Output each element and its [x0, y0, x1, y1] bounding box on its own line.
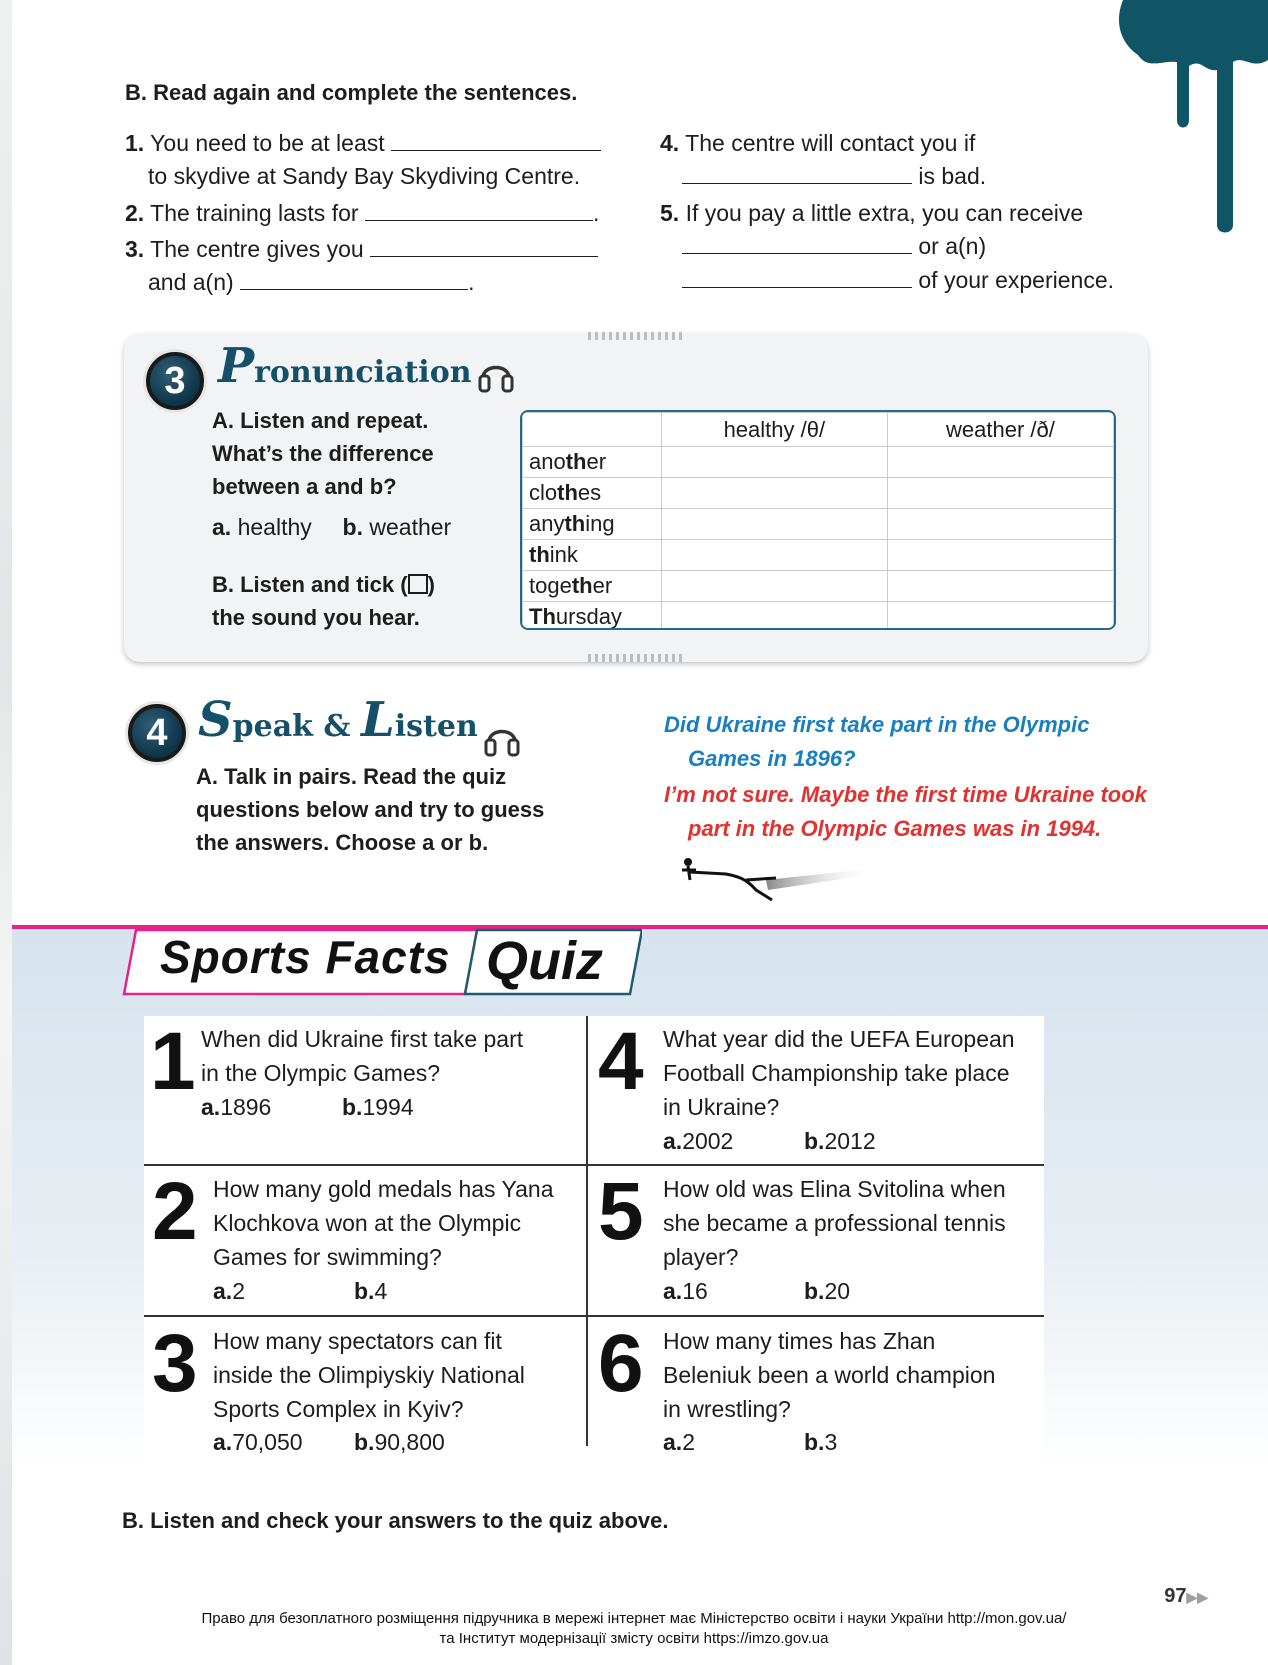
part-b-tick-line-2: the sound you hear. — [212, 605, 420, 630]
part-b-tick-close: ) — [427, 572, 435, 597]
answer-label: b. — [804, 1278, 825, 1304]
quiz-answer-2a[interactable] — [213, 1274, 245, 1308]
answer-label: a. — [201, 1094, 221, 1120]
quiz-number-5: 5 — [598, 1166, 644, 1257]
question-line: she became a professional tennis — [663, 1210, 1006, 1236]
example-b-label: b. — [342, 514, 363, 540]
question-line: in Ukraine? — [663, 1094, 780, 1120]
word-sound: th — [557, 480, 578, 505]
pronunciation-part-a — [212, 404, 434, 503]
answer-value: 20 — [824, 1278, 851, 1304]
table-header-row — [523, 413, 1114, 447]
pronunciation-title-cap: P — [218, 338, 255, 394]
quiz-question-3 — [213, 1324, 525, 1426]
sentence-1-blank[interactable] — [391, 129, 601, 151]
sentence-1-text: You need to be at least — [150, 130, 385, 156]
question-line: Beleniuk been a world champion — [663, 1362, 996, 1388]
quiz-answer-4b[interactable] — [804, 1124, 876, 1158]
pronunciation-title — [218, 338, 472, 394]
sentence-2-end: . — [592, 200, 600, 226]
word-cell — [523, 571, 662, 602]
answer-label: a. — [213, 1278, 233, 1304]
answer-label: b. — [342, 1094, 363, 1120]
table-header-healthy: healthy /θ/ — [661, 413, 887, 447]
sentence-1-number: 1. — [125, 130, 145, 156]
quiz-question-6 — [663, 1324, 995, 1426]
answer-label: a. — [213, 1429, 233, 1455]
footer-line-1: Право для безоплатного розміщення підручника в мережі інтернет має Міністерство освіти і науки України http://mon.gov.ua/ — [201, 1610, 1067, 1627]
dialogue-question-line-1: Did Ukraine first take part in the Olympic — [664, 712, 1090, 737]
answer-value: 1896 — [220, 1094, 272, 1120]
table-row — [523, 571, 1114, 602]
pronunciation-title-rest: ronunciation — [254, 355, 472, 390]
sentence-3 — [125, 233, 598, 266]
speak-listen-title — [198, 692, 478, 748]
quiz-title-part-1: Sports Facts — [160, 931, 451, 983]
word-cell — [523, 447, 662, 478]
quiz-row-divider-1 — [144, 1164, 1044, 1166]
word-part: ing — [585, 511, 615, 536]
tick-cell-weather[interactable] — [887, 602, 1113, 631]
answer-label: b. — [354, 1278, 375, 1304]
table-row — [523, 447, 1114, 478]
sentence-5-blank-2[interactable] — [682, 266, 912, 288]
question-line: Football Championship take place — [663, 1060, 1010, 1086]
sentence-2-text: The training lasts for — [150, 200, 359, 226]
tick-cell-weather[interactable] — [887, 571, 1113, 602]
sentence-5-text: If you pay a little extra, you can receive — [685, 200, 1084, 226]
quiz-question-1 — [201, 1022, 523, 1090]
dialogue-question-line-2: Games in 1896? — [688, 746, 856, 771]
speak-a-line-1: A. Talk in pairs. Read the quiz — [196, 764, 507, 789]
footer-line-2: та Інститут модернізації змісту освіти https://imzo.gov.ua — [439, 1630, 829, 1647]
speak-title-rest: peak — [232, 709, 313, 744]
question-line: player? — [663, 1244, 739, 1270]
quiz-question-2 — [213, 1172, 554, 1274]
paint-splash-decoration — [1093, 0, 1268, 240]
sentence-3-text: The centre gives you — [150, 236, 364, 262]
zip-decoration-top — [588, 332, 684, 340]
quiz-answer-6a[interactable] — [663, 1425, 695, 1459]
sentence-5-text-2: or a(n) — [918, 233, 987, 259]
tick-cell-weather[interactable] — [887, 540, 1113, 571]
answer-value: 16 — [682, 1278, 708, 1304]
sentence-3-text-2: and a(n) — [148, 269, 234, 295]
example-a-label: a. — [212, 514, 232, 540]
question-line: How many gold medals has Yana — [213, 1176, 554, 1202]
word-sound: Th — [529, 604, 556, 629]
quiz-number-6: 6 — [598, 1318, 644, 1409]
question-line: How many spectators can fit — [213, 1328, 502, 1354]
question-line: What year did the UEFA European — [663, 1026, 1015, 1052]
zip-decoration-bottom — [588, 654, 684, 662]
tick-cell-weather[interactable] — [887, 447, 1113, 478]
part-a-line-2: What’s the difference — [212, 441, 434, 466]
listen-title-rest: isten — [394, 709, 478, 744]
speak-listen-ampersand: & — [323, 709, 351, 744]
table-row — [523, 478, 1114, 509]
headphones-icon[interactable] — [484, 720, 520, 758]
answer-label: a. — [663, 1128, 683, 1154]
answer-value: 90,800 — [374, 1429, 445, 1455]
answer-value: 3 — [824, 1429, 838, 1455]
table-header-empty — [523, 413, 662, 447]
word-part: er — [586, 449, 607, 474]
answer-value: 4 — [374, 1278, 388, 1304]
word-part: ano — [529, 449, 566, 474]
tick-cell-healthy[interactable] — [661, 478, 887, 509]
sentence-3-blank-1[interactable] — [370, 235, 598, 257]
word-part: any — [529, 511, 565, 536]
sentence-2-number: 2. — [125, 200, 145, 226]
quiz-question-5 — [663, 1172, 1006, 1274]
tick-cell-healthy[interactable] — [661, 447, 887, 478]
answer-label: b. — [804, 1128, 825, 1154]
quiz-number-4: 4 — [598, 1016, 644, 1107]
quiz-title-part-2: Quiz — [486, 931, 603, 991]
speak-a-line-2: questions below and try to guess — [196, 797, 545, 822]
quiz-row-divider-2 — [144, 1315, 1044, 1317]
word-sound: th — [571, 573, 593, 598]
sentence-4-continued — [682, 160, 986, 193]
quiz-answer-4a[interactable] — [663, 1124, 733, 1158]
sentence-3-end: . — [468, 269, 475, 295]
quiz-answer-2b[interactable] — [354, 1274, 387, 1308]
word-part: ursday — [555, 604, 622, 629]
tick-cell-weather[interactable] — [887, 509, 1113, 540]
tick-cell-healthy[interactable] — [661, 571, 887, 602]
tick-cell-healthy[interactable] — [661, 540, 887, 571]
word-cell — [523, 478, 662, 509]
quiz-answer-1a[interactable] — [201, 1090, 271, 1124]
quiz-answer-3a[interactable] — [213, 1425, 303, 1459]
sentence-1 — [125, 127, 601, 160]
sentence-1-continued: to skydive at Sandy Bay Skydiving Centre. — [148, 163, 581, 189]
page-number-value: 97 — [1164, 1585, 1187, 1607]
tick-cell-healthy[interactable] — [661, 509, 887, 540]
forward-arrow-icon: ▶▶ — [1186, 1589, 1208, 1605]
sentence-3-blank-2[interactable] — [240, 268, 468, 290]
quiz-question-4 — [663, 1022, 1015, 1124]
quiz-answer-3b[interactable] — [354, 1425, 445, 1459]
question-line: inside the Olimpiyskiy National — [213, 1362, 525, 1388]
word-part: clo — [529, 480, 558, 505]
table-header-weather: weather /ð/ — [887, 413, 1113, 447]
tick-cell-healthy[interactable] — [661, 602, 887, 631]
pronunciation-table — [520, 410, 1116, 630]
speak-a-line-3: the answers. Choose a or b. — [196, 830, 489, 855]
table-row — [523, 540, 1114, 571]
question-line: How many times has Zhan — [663, 1328, 936, 1354]
quiz-number-2: 2 — [152, 1166, 198, 1257]
sentence-2 — [125, 197, 599, 230]
quiz-answer-1b[interactable] — [342, 1090, 414, 1124]
answer-value: 70,050 — [232, 1429, 303, 1455]
part-a-line-1: A. Listen and repeat. — [212, 408, 429, 433]
word-cell — [523, 540, 662, 571]
sentence-5-text-3: of your experience. — [918, 267, 1115, 293]
pronunciation-part-b — [212, 568, 435, 634]
question-line: How old was Elina Svitolina when — [663, 1176, 1006, 1202]
headphones-icon[interactable] — [478, 356, 514, 394]
sentence-4-text-2: is bad. — [918, 163, 987, 189]
word-cell — [523, 509, 662, 540]
answer-value: 1994 — [362, 1094, 414, 1120]
word-part: ink — [549, 542, 578, 567]
question-line: When did Ukraine first take part — [201, 1026, 524, 1052]
sentence-4-blank[interactable] — [682, 162, 912, 184]
question-line: Games for swimming? — [213, 1244, 442, 1270]
part-b-tick-line-1 — [212, 568, 435, 601]
example-b-word: weather — [369, 514, 452, 540]
dialogue-reply-line-1: I’m not sure. Maybe the first time Ukraine took — [664, 782, 1147, 807]
answer-value: 2 — [682, 1429, 695, 1455]
word-sound: th — [564, 511, 586, 536]
sentence-2-blank[interactable] — [365, 199, 593, 221]
answer-value: 2 — [232, 1278, 245, 1304]
sentence-5-line-2 — [682, 230, 986, 263]
quiz-answer-5b[interactable] — [804, 1274, 850, 1308]
section-3-badge: 3 — [146, 352, 204, 410]
sentence-4 — [660, 127, 975, 160]
answer-label: b. — [804, 1429, 825, 1455]
sentence-5-blank-1[interactable] — [682, 232, 912, 254]
page-number — [1164, 1585, 1208, 1608]
word-part: es — [577, 480, 602, 505]
answer-value: 2012 — [824, 1128, 876, 1154]
part-b-heading: B. Read again and complete the sentences. — [125, 80, 578, 105]
word-cell — [523, 602, 662, 631]
dialogue-question — [664, 708, 1089, 776]
speak-title-cap: S — [198, 692, 233, 748]
sentence-4-text: The centre will contact you if — [685, 130, 976, 156]
page-edge-strip — [0, 0, 12, 1665]
sentence-4-number: 4. — [660, 130, 680, 156]
sentence-3-continued — [148, 266, 474, 299]
part-b-listen-instruction: B. Listen and check your answers to the quiz above. — [122, 1508, 669, 1533]
sentence-5 — [660, 197, 1083, 230]
skydiver-illustration — [676, 850, 886, 910]
quiz-number-3: 3 — [152, 1318, 198, 1409]
speak-listen-part-a — [196, 760, 544, 859]
question-line: Sports Complex in Kyiv? — [213, 1396, 464, 1422]
table-row — [523, 509, 1114, 540]
quiz-number-1: 1 — [150, 1016, 196, 1107]
word-part: er — [592, 573, 613, 598]
example-a-word: healthy — [237, 514, 312, 540]
dialogue-reply — [664, 778, 1147, 846]
tick-box-icon — [408, 574, 428, 594]
part-a-line-3: between a and b? — [212, 474, 397, 499]
sentence-5-number: 5. — [660, 200, 680, 226]
listen-title-cap: L — [360, 692, 395, 748]
quiz-answer-6b[interactable] — [804, 1425, 837, 1459]
answer-label: a. — [663, 1278, 683, 1304]
quiz-answer-5a[interactable] — [663, 1274, 708, 1308]
word-sound: th — [529, 542, 550, 567]
section-4-badge: 4 — [128, 704, 186, 762]
question-line: in wrestling? — [663, 1396, 791, 1422]
example-words — [212, 514, 451, 541]
word-part: toge — [529, 573, 572, 598]
answer-value: 2002 — [682, 1128, 734, 1154]
dialogue-reply-line-2: part in the Olympic Games was in 1994. — [688, 816, 1102, 841]
tick-cell-weather[interactable] — [887, 478, 1113, 509]
part-b-tick-text: B. Listen and tick ( — [212, 572, 408, 597]
table-row — [523, 602, 1114, 631]
answer-label: a. — [663, 1429, 683, 1455]
answer-label: b. — [354, 1429, 375, 1455]
sentence-5-line-3 — [682, 264, 1114, 297]
question-line: in the Olympic Games? — [201, 1060, 441, 1086]
question-line: Klochkova won at the Olympic — [213, 1210, 522, 1236]
word-sound: th — [565, 449, 587, 474]
sentence-3-number: 3. — [125, 236, 145, 262]
quiz-column-divider — [586, 1016, 588, 1446]
